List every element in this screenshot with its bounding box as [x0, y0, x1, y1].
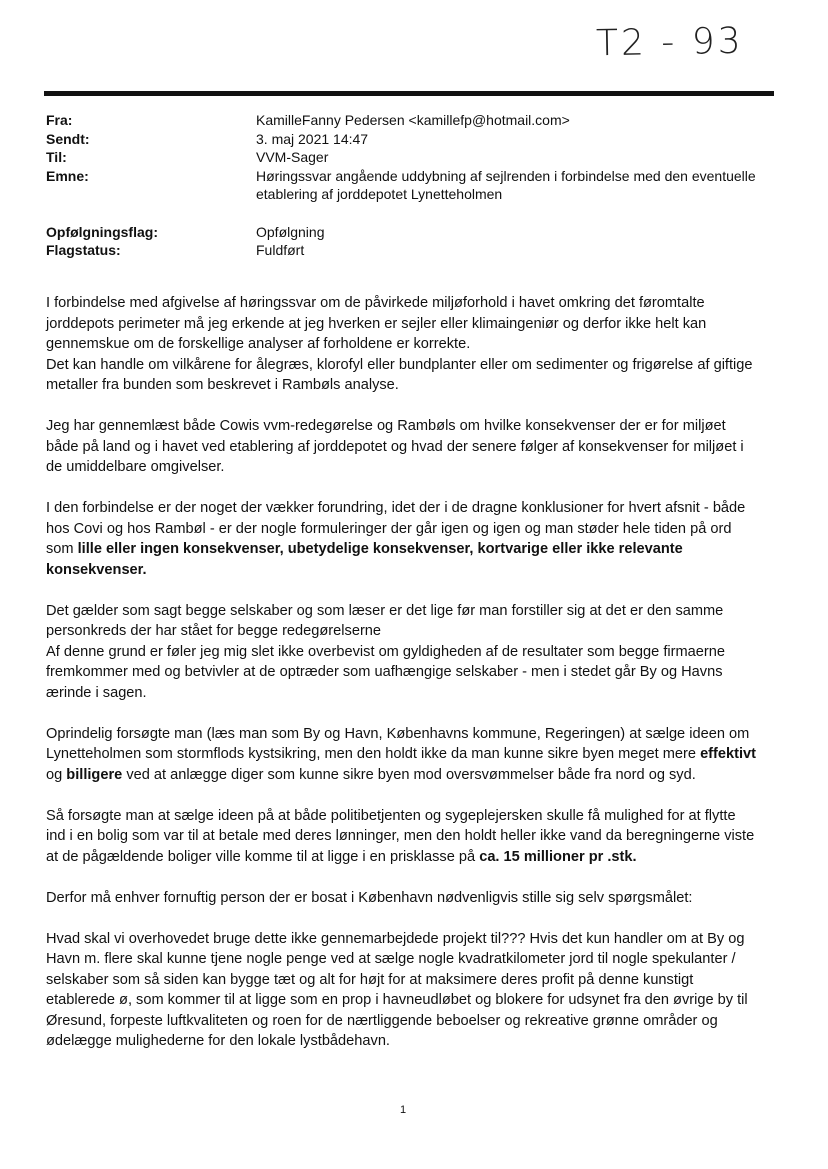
paragraph-4b: Af denne grund er føler jeg mig slet ikke overbevist om gyldigheden af de resultater som begge firmaerne fremkommer med og betvivler at de optræder som uafhængige selskaber - men i stedet går By og Havns ærinde i sagen.: [46, 643, 725, 701]
subject-row: [46, 167, 766, 204]
document-stamp: T2 - 93: [595, 20, 744, 65]
from-row: [46, 111, 766, 130]
from-value: KamilleFanny Pedersen <kamillefp@hotmail.com>: [256, 112, 570, 128]
subject-label: Emne:: [46, 167, 89, 184]
paragraph-6-bold: ca. 15 millioner pr .stk.: [479, 848, 637, 865]
paragraph-1: I forbindelse med afgivelse af høringssvar om de påvirkede miljøforhold i havet omkring det føromtalte jorddepots perimeter må jeg erkende at jeg hverken er sejler eller klimaingeniør og derfor ikke helt kan gennemskue om de forskellige analyser af forholdene er korrekte.: [46, 295, 707, 352]
paragraph-5-text-b: og: [46, 766, 67, 783]
paragraph-2: Jeg har gennemlæst både Cowis vvm-redegørelse og Rambøls om hvilke konsekvenser der er for miljøet både på land og i havet ved etablering af jorddepotet og hvad der senere følger af konsekvenser for miljøet i de umiddelbare omgivelser.: [46, 418, 744, 475]
sent-label: Sendt:: [46, 130, 90, 147]
sent-row: [46, 130, 766, 149]
to-value: VVM-Sager: [256, 149, 329, 165]
paragraph-3-bold: lille eller ingen konsekvenser, ubetydelige konsekvenser, kortvarige eller ikke relevante konsekvenser.: [46, 541, 683, 578]
page-number: 1: [400, 1104, 407, 1116]
flag-value: Opfølgning: [256, 223, 325, 240]
from-label: Fra:: [46, 112, 73, 128]
sent-value: 3. maj 2021 14:47: [256, 130, 369, 147]
subject-value: Høringssvar angående uddybning af sejlrenden i forbindelse med den eventuelle etablering af jorddepotet Lynetteholmen: [256, 167, 756, 202]
paragraph-5-text-c: ved at anlægge diger som kunne sikre byen mod oversvømmelser både fra nord og syd.: [122, 766, 696, 783]
flagstatus-row: [46, 241, 766, 260]
to-label: Til:: [46, 149, 67, 165]
paragraph-1b: Det kan handle om vilkårene for ålegræs, klorofyl eller bundplanter eller om sedimenter og frigørelse af giftige metaller fra bunden som beskrevet i Rambøls analyse.: [46, 356, 753, 393]
paragraph-4: Det gælder som sagt begge selskaber og som læser er det lige før man forstiller sig at det er den samme personkreds der har stået for begge redegørelserne: [46, 602, 724, 639]
paragraph-8: Hvad skal vi overhovedet bruge dette ikke gennemarbejdede projekt til??? Hvis det kun handler om at By og Havn m. flere skal kunne tjene nogle penge ved at sælge nogle kvadratkilometer jord til nogle spekulanter / selskaber som så siden kan bygge tæt og alt for højt for at maksimere deres profit på denne kunstigt etablerede ø, som kommer til at ligge som en prop i havneudløbet og blokere for udsynet fra den øvrige by til Øresund, forpeste luftkvaliteten og roen for de nærtliggende beboelser og rekreative grønne områder og ødelægge mulighederne for den lokale lystbådehavn.: [46, 930, 748, 1049]
paragraph-5-bold-b: billigere: [66, 766, 123, 783]
flagstatus-value: Fuldført: [256, 242, 305, 258]
header-divider: [44, 91, 774, 96]
to-row: [46, 148, 766, 167]
flag-row: [46, 223, 766, 242]
paragraph-6-text: Så forsøgte man at sælge ideen på at både politibetjenten og sygeplejersken skulle få mulighed for at flytte ind i en bolig som var til at betale med deres lønninger, men den holdt heller ikke vand da beregningerne viste at de pågældende boliger ville komme til at ligge i en prisklasse på: [46, 807, 755, 865]
paragraph-3-text: I den forbindelse er der noget der vækker forundring, idet der i de dragne konklusioner for hvert afsnit - både hos Covi og hos Rambøl - er der nogle formuleringer der går igen og igen og man støder hele tiden på ord som: [46, 500, 746, 557]
flagstatus-label: Flagstatus:: [46, 242, 121, 258]
paragraph-6: [46, 806, 758, 868]
email-header: [46, 111, 766, 260]
paragraph-5-bold-a: effektivt: [700, 746, 757, 762]
email-body: [46, 293, 758, 1072]
flag-label: Opfølgningsflag:: [46, 223, 158, 240]
paragraph-5-text-a: Oprindelig forsøgte man (læs man som By og Havn, Københavns kommune, Regeringen) at sælge ideen om Lynetteholmen som stormflods kystsikring, men den holdt ikke da man kunne sikre byen meget mere: [46, 725, 750, 762]
paragraph-7: Derfor må enhver fornuftig person der er bosat i København nødvenligvis stille sig selv spørgsmålet:: [46, 889, 693, 906]
paragraph-5: [46, 724, 758, 786]
paragraph-3: [46, 498, 758, 580]
